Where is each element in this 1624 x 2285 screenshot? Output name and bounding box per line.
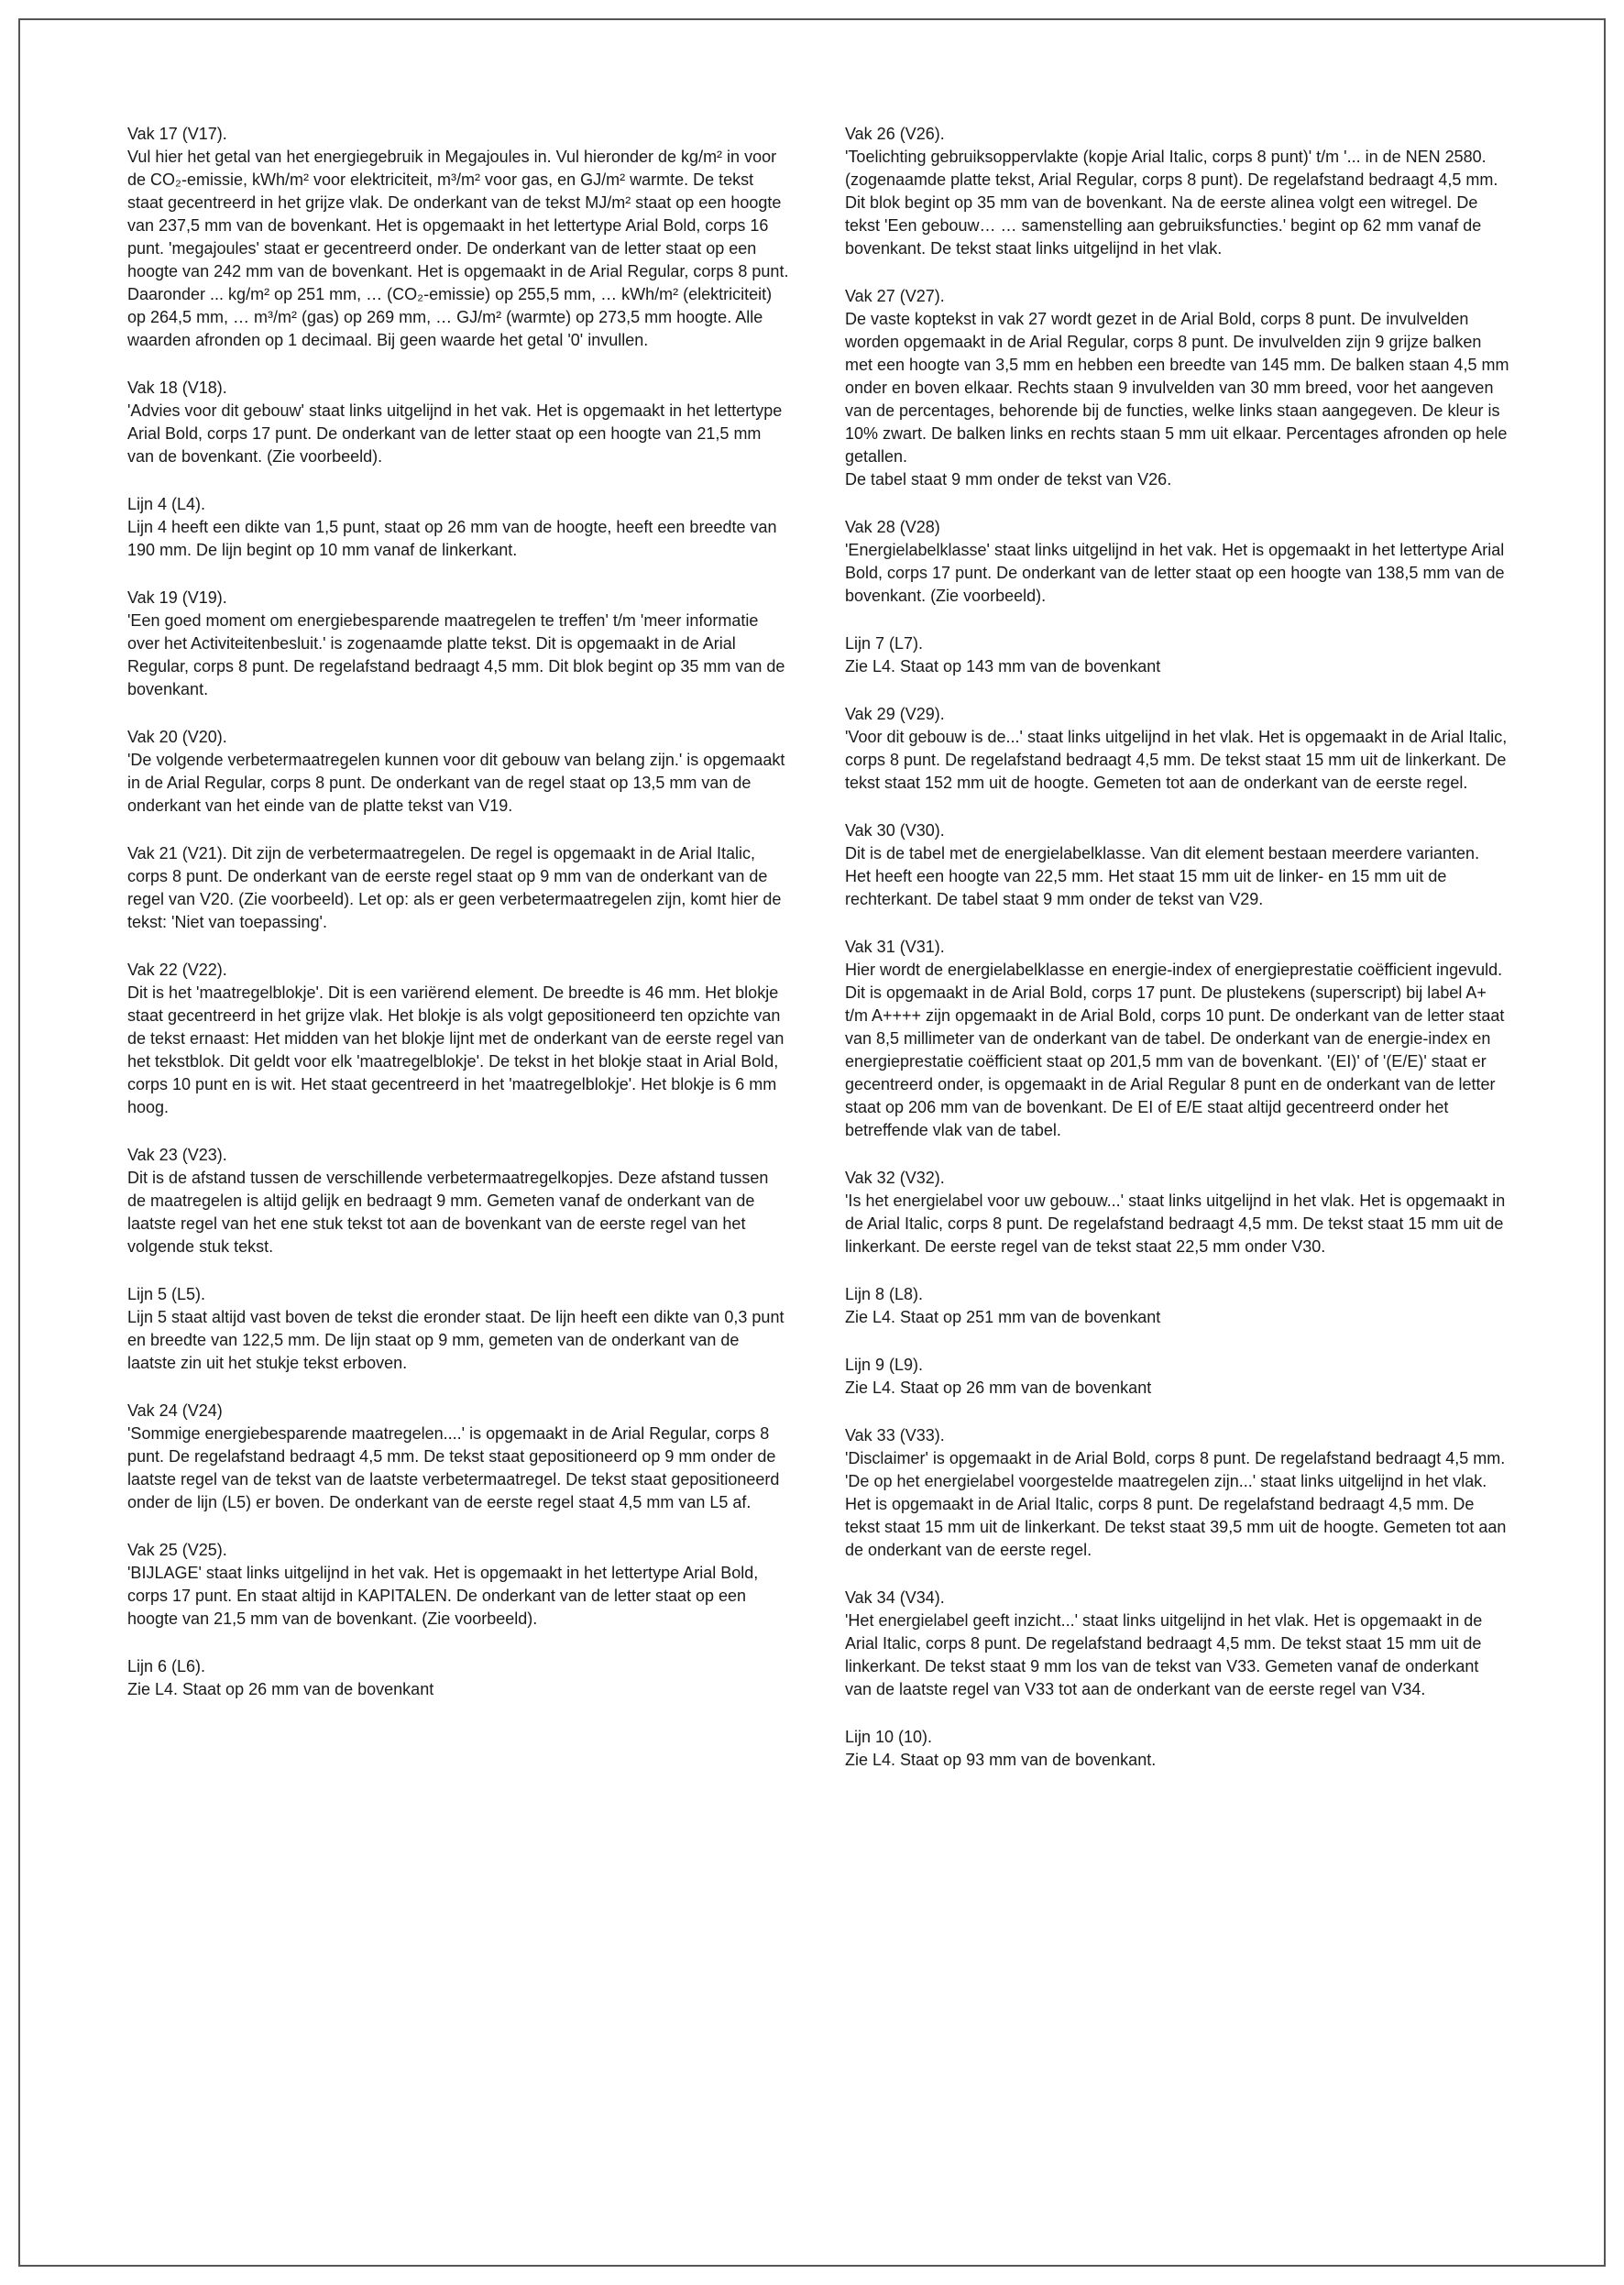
section-body: 'De volgende verbetermaatregelen kunnen voor dit gebouw van belang zijn.' is opgemaakt in de Arial Regular, corps 8 punt. De onderkant van de regel staat op 13,5 mm van de onderkant van het einde van de platte tekst van V19. — [127, 751, 785, 815]
section-body: Lijn 5 staat altijd vast boven de tekst die eronder staat. De lijn heeft een dikte van 0,3 punt en breedte van 122,5 mm. De lijn staat op 9 mm, gemeten van de onderkant van de laatste zin uit het stukje tekst erboven. — [127, 1308, 785, 1372]
section-body: Vak 21 (V21). Dit zijn de verbetermaatregelen. De regel is opgemaakt in de Arial Italic, corps 8 punt. De onderkant van de eerste regel staat op 9 mm van de onderkant van de regel van V20. (Zie voorbeeld). Let op: als er geen verbetermaatregelen zijn, komt hier de tekst: 'Niet van toepassing'. — [127, 844, 782, 931]
section-body: Hier wordt de energielabelklasse en energie-index of energieprestatie coëfficient ingevuld. Dit is opgemaakt in de Arial Bold, corps 17 punt. De plustekens (superscript) bij label A+ t/m A++++ zijn opgemaakt in de Arial Bold, corps 10 punt. De onderkant van de letter staat van 8,5 millimeter van de onderkant van de tabel. De onderkant van de energie-index en energieprestatie coëfficient staat op 201,5 mm van de bovenkant. '(EI)' of '(E/E)' staat er gecentreerd onder, is opgemaakt in de Arial Regular 8 punt en de onderkant van de letter staat op 206 mm van de bovenkant. De EI of E/E staat altijd gecentreerd onder het betreffende vlak van de tabel. — [845, 961, 1505, 1139]
section-l9 — [845, 1354, 1509, 1400]
section-body: 'BIJLAGE' staat links uitgelijnd in het vak. Het is opgemaakt in het lettertype Arial Bold, corps 17 punt. En staat altijd in KAPITALEN. De onderkant van de letter staat op een hoogte van 21,5 mm van de bovenkant. (Zie voorbeeld). — [127, 1564, 759, 1628]
section-body: Zie L4. Staat op 143 mm van de bovenkant — [845, 657, 1161, 676]
section-v27 — [845, 285, 1509, 491]
section-body: 'Sommige energiebesparende maatregelen....' is opgemaakt in de Arial Regular, corps 8 punt. De regelafstand bedraagt 4,5 mm. De tekst staat gepositioneerd op 9 mm onder de laatste regel van de tekst van de laatste verbetermaatregel. De tekst staat gepositioneerd onder de lijn (L5) er boven. De onderkant van de eerste regel staat 4,5 mm van L5 af. — [127, 1424, 780, 1511]
page-frame — [18, 18, 1606, 2267]
section-title: Vak 29 (V29). — [845, 705, 945, 723]
section-body: De vaste koptekst in vak 27 wordt gezet in de Arial Bold, corps 8 punt. De invulvelden worden opgemaakt in de Arial Regular, corps 8 punt. De invulvelden zijn 9 grijze balken met een hoogte van 3,5 mm en hebben een breedte van 145 mm. De balken staan 4,5 mm onder en boven elkaar. Rechts staan 9 invulvelden van 30 mm breed, voor het aangeven van de percentages, behorende bij de functies, welke links staan aangegeven. De kleur is 10% zwart. De balken links en rechts staan 5 mm uit elkaar. Percentages afronden op hele getallen. De tabel staat 9 mm onder de tekst van V26. — [845, 310, 1509, 489]
section-body: 'Advies voor dit gebouw' staat links uitgelijnd in het vak. Het is opgemaakt in het lettertype Arial Bold, corps 17 punt. De onderkant van de letter staat op een hoogte van 21,5 mm van de bovenkant. (Zie voorbeeld). — [127, 401, 783, 466]
section-body: 'Het energielabel geeft inzicht...' staat links uitgelijnd in het vlak. Het is opgemaakt in de Arial Italic, corps 8 punt. De regelafstand bedraagt 4,5 mm. De tekst staat 15 mm uit de linkerkant. De tekst staat 9 mm los van de tekst van V33. Gemeten vanaf de onderkant van de laatste regel van V33 tot aan de onderkant van de eerste regel van V34. — [845, 1611, 1483, 1698]
section-v33 — [845, 1424, 1509, 1562]
section-l4 — [127, 493, 790, 562]
section-title: Vak 32 (V32). — [845, 1169, 945, 1187]
section-l6 — [127, 1655, 790, 1701]
section-title: Vak 22 (V22). — [127, 961, 227, 979]
section-body: Zie L4. Staat op 251 mm van de bovenkant — [845, 1308, 1161, 1326]
section-body: 'Energielabelklasse' staat links uitgelijnd in het vak. Het is opgemaakt in het lettertype Arial Bold, corps 17 punt. De onderkant van de letter staat op een hoogte van 138,5 mm van de bovenkant. (Zie voorbeeld). — [845, 541, 1505, 605]
section-title: Vak 17 (V17). — [127, 125, 227, 143]
section-v20 — [127, 726, 790, 818]
section-title: Lijn 6 (L6). — [127, 1657, 206, 1675]
section-title: Vak 31 (V31). — [845, 938, 945, 956]
section-body: 'Voor dit gebouw is de...' staat links uitgelijnd in het vlak. Het is opgemaakt in de Arial Italic, corps 8 punt. De regelafstand bedraagt 4,5 mm. De tekst staat 15 mm uit de linkerkant. De tekst staat 152 mm uit de hoogte. Gemeten tot aan de onderkant van de eerste regel. — [845, 728, 1508, 792]
right-column — [845, 123, 1509, 1796]
section-body: Lijn 4 heeft een dikte van 1,5 punt, staat op 26 mm van de hoogte, heeft een breedte van 190 mm. De lijn begint op 10 mm vanaf de linkerkant. — [127, 518, 777, 559]
section-title: Vak 33 (V33). — [845, 1426, 945, 1445]
section-v32 — [845, 1167, 1509, 1258]
section-v19 — [127, 587, 790, 701]
section-v17 — [127, 123, 790, 352]
section-title: Vak 30 (V30). — [845, 821, 945, 840]
section-body: 'Een goed moment om energiebesparende maatregelen te treffen' t/m 'meer informatie over het Activiteitenbesluit.' is zogenaamde platte tekst. Dit is opgemaakt in de Arial Regular, corps 8 punt. De regelafstand bedraagt 4,5 mm. Dit blok begint op 35 mm van de bovenkant. — [127, 611, 785, 698]
section-body: Zie L4. Staat op 93 mm van de bovenkant. — [845, 1751, 1157, 1769]
section-body: Zie L4. Staat op 26 mm van de bovenkant — [127, 1680, 434, 1698]
section-title: Vak 24 (V24) — [127, 1401, 223, 1420]
section-title: Lijn 4 (L4). — [127, 495, 206, 513]
section-l7 — [845, 632, 1509, 678]
section-title: Vak 25 (V25). — [127, 1541, 227, 1559]
section-title: Lijn 9 (L9). — [845, 1356, 924, 1374]
section-l8 — [845, 1283, 1509, 1329]
section-v28 — [845, 516, 1509, 608]
section-title: Lijn 7 (L7). — [845, 634, 924, 653]
section-body: 'Disclaimer' is opgemaakt in de Arial Bold, corps 8 punt. De regelafstand bedraagt 4,5 mm. 'De op het energielabel voorgestelde maatregelen zijn...' staat links uitgelijnd in het vlak. Het is opgemaakt in de Arial Italic, corps 8 punt. De regelafstand bedraagt 4,5 mm. De tekst staat 15 mm uit de linkerkant. De tekst staat 39,5 mm uit de hoogte. Gemeten tot aan de onderkant van de eerste regel. — [845, 1449, 1507, 1559]
left-column — [127, 123, 790, 1726]
section-body: Vul hier het getal van het energiegebruik in Megajoules in. Vul hieronder de kg/m² in voor de CO₂-emissie, kWh/m² voor elektriciteit, m³/m² voor gas, en GJ/m² warmte. De tekst staat gecentreerd in het grijze vlak. De onderkant van de tekst MJ/m² staat op een hoogte van 237,5 mm van de bovenkant. Het is opgemaakt in het lettertype Arial Bold, corps 16 punt. 'megajoules' staat er gecentreerd onder. De onderkant van de letter staat op een hoogte van 242 mm van de bovenkant. Het is opgemaakt in de Arial Regular, corps 8 punt. Daaronder ... kg/m² op 251 mm, … (CO₂-emissie) op 255,5 mm, … kWh/m² (elektriciteit) op 264,5 mm, … m³/m² (gas) op 269 mm, … GJ/m² (warmte) op 273,5 mm hoogte. Alle waarden afronden op 1 decimaal. Bij geen waarde het getal '0' invullen. — [127, 148, 789, 349]
section-body: Zie L4. Staat op 26 mm van de bovenkant — [845, 1379, 1152, 1397]
section-v22 — [127, 959, 790, 1119]
section-title: Lijn 5 (L5). — [127, 1285, 206, 1303]
section-body: Dit is de afstand tussen de verschillende verbetermaatregelkopjes. Deze afstand tussen de maatregelen is altijd gelijk en bedraagt 9 mm. Gemeten vanaf de onderkant van de laatste regel van het ene stuk tekst tot aan de bovenkant van de eerste regel van het volgende stuk tekst. — [127, 1169, 769, 1256]
section-title: Vak 23 (V23). — [127, 1146, 227, 1164]
section-l10 — [845, 1726, 1509, 1772]
section-v25 — [127, 1539, 790, 1631]
section-title: Vak 18 (V18). — [127, 379, 227, 397]
section-title: Lijn 8 (L8). — [845, 1285, 924, 1303]
section-v21 — [127, 842, 790, 934]
section-v18 — [127, 377, 790, 468]
section-title: Vak 19 (V19). — [127, 588, 227, 607]
section-v34 — [845, 1587, 1509, 1701]
section-v23 — [127, 1144, 790, 1258]
section-title: Vak 27 (V27). — [845, 287, 945, 305]
section-v24 — [127, 1400, 790, 1514]
section-title: Vak 20 (V20). — [127, 728, 227, 746]
section-title: Lijn 10 (10). — [845, 1728, 933, 1746]
section-body: 'Is het energielabel voor uw gebouw...' staat links uitgelijnd in het vlak. Het is opgemaakt in de Arial Italic, corps 8 punt. De regelafstand bedraagt 4,5 mm. De tekst staat 15 mm uit de linkerkant. De eerste regel van de tekst staat 22,5 mm onder V30. — [845, 1192, 1506, 1256]
section-body: Dit is het 'maatregelblokje'. Dit is een variërend element. De breedte is 46 mm. Het blokje staat gecentreerd in het grijze vlak. Het blokje is als volgt gepositioneerd ten opzichte van de tekst ernaast: Het midden van het blokje lijnt met de onderkant van de eerste regel van het tekstblok. Dit geldt voor elk 'maatregelblokje'. De tekst in het blokje staat in Arial Bold, corps 10 punt en is wit. Het staat gecentreerd in het 'maatregelblokje'. Het blokje is 6 mm hoog. — [127, 983, 785, 1116]
section-title: Vak 34 (V34). — [845, 1588, 945, 1607]
section-body: 'Toelichting gebruiksoppervlakte (kopje Arial Italic, corps 8 punt)' t/m '... in de NEN 2580. (zogenaamde platte tekst, Arial Regular, corps 8 punt). De regelafstand bedraagt 4,5 mm. Dit blok begint op 35 mm van de bovenkant. Na de eerste alinea volgt een witregel. De tekst 'Een gebouw… … samenstelling aan gebruiksfuncties.' begint op 62 mm vanaf de bovenkant. De tekst staat links uitgelijnd in het vlak. — [845, 148, 1498, 258]
section-v29 — [845, 703, 1509, 795]
section-v31 — [845, 936, 1509, 1142]
section-l5 — [127, 1283, 790, 1375]
section-v30 — [845, 819, 1509, 911]
section-v26 — [845, 123, 1509, 260]
section-title: Vak 26 (V26). — [845, 125, 945, 143]
section-body: Dit is de tabel met de energielabelklasse. Van dit element bestaan meerdere varianten. Het heeft een hoogte van 22,5 mm. Het staat 15 mm uit de linker- en 15 mm uit de rechterkant. De tabel staat 9 mm onder de tekst van V29. — [845, 844, 1480, 908]
section-title: Vak 28 (V28) — [845, 518, 940, 536]
